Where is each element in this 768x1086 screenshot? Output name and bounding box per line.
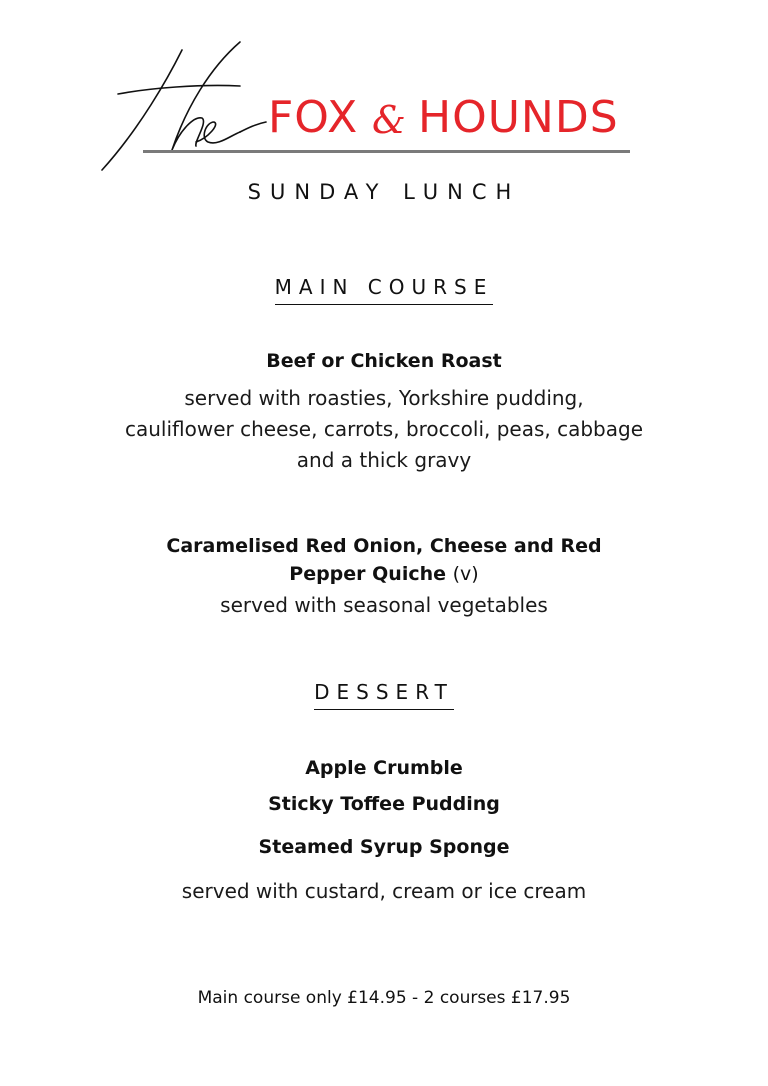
- menu-item-quiche-name: [0, 532, 768, 588]
- price-footer: Main course only £14.95 - 2 courses £17.95: [197, 988, 571, 1008]
- dessert-section-header: [0, 680, 768, 710]
- main-course-heading: MAIN COURSE: [275, 275, 494, 305]
- description-line: cauliflower cheese, carrots, broccoli, peas, cabbage: [124, 417, 644, 441]
- the-script-logo: [90, 38, 270, 178]
- description-line: served with roasties, Yorkshire pudding,: [184, 386, 584, 410]
- dessert-item: Steamed Syrup Sponge: [258, 836, 510, 858]
- dessert-heading: DESSERT: [314, 680, 454, 710]
- main-course-section-header: [0, 275, 768, 305]
- dessert-item: Sticky Toffee Pudding: [268, 793, 500, 815]
- logo-ampersand: &: [372, 98, 406, 142]
- item-name-text: Pepper Quiche: [289, 563, 447, 585]
- menu-subtitle: SUNDAY LUNCH: [247, 180, 521, 204]
- menu-item-quiche-description: served with seasonal vegetables: [220, 593, 548, 617]
- menu-item-roast-description: [0, 383, 768, 476]
- menu-item-roast-name: Beef or Chicken Roast: [266, 350, 502, 372]
- logo-underline: [143, 150, 630, 153]
- vegetarian-tag: (v): [452, 563, 479, 585]
- description-line: and a thick gravy: [296, 448, 472, 472]
- logo-word-fox: FOX: [268, 92, 359, 143]
- logo-word-hounds: HOUNDS: [418, 92, 619, 143]
- item-name-line: Caramelised Red Onion, Cheese and Red: [166, 535, 602, 557]
- dessert-item: Apple Crumble: [305, 757, 463, 779]
- item-name-line-2: [0, 560, 768, 588]
- dessert-description: served with custard, cream or ice cream: [181, 879, 587, 903]
